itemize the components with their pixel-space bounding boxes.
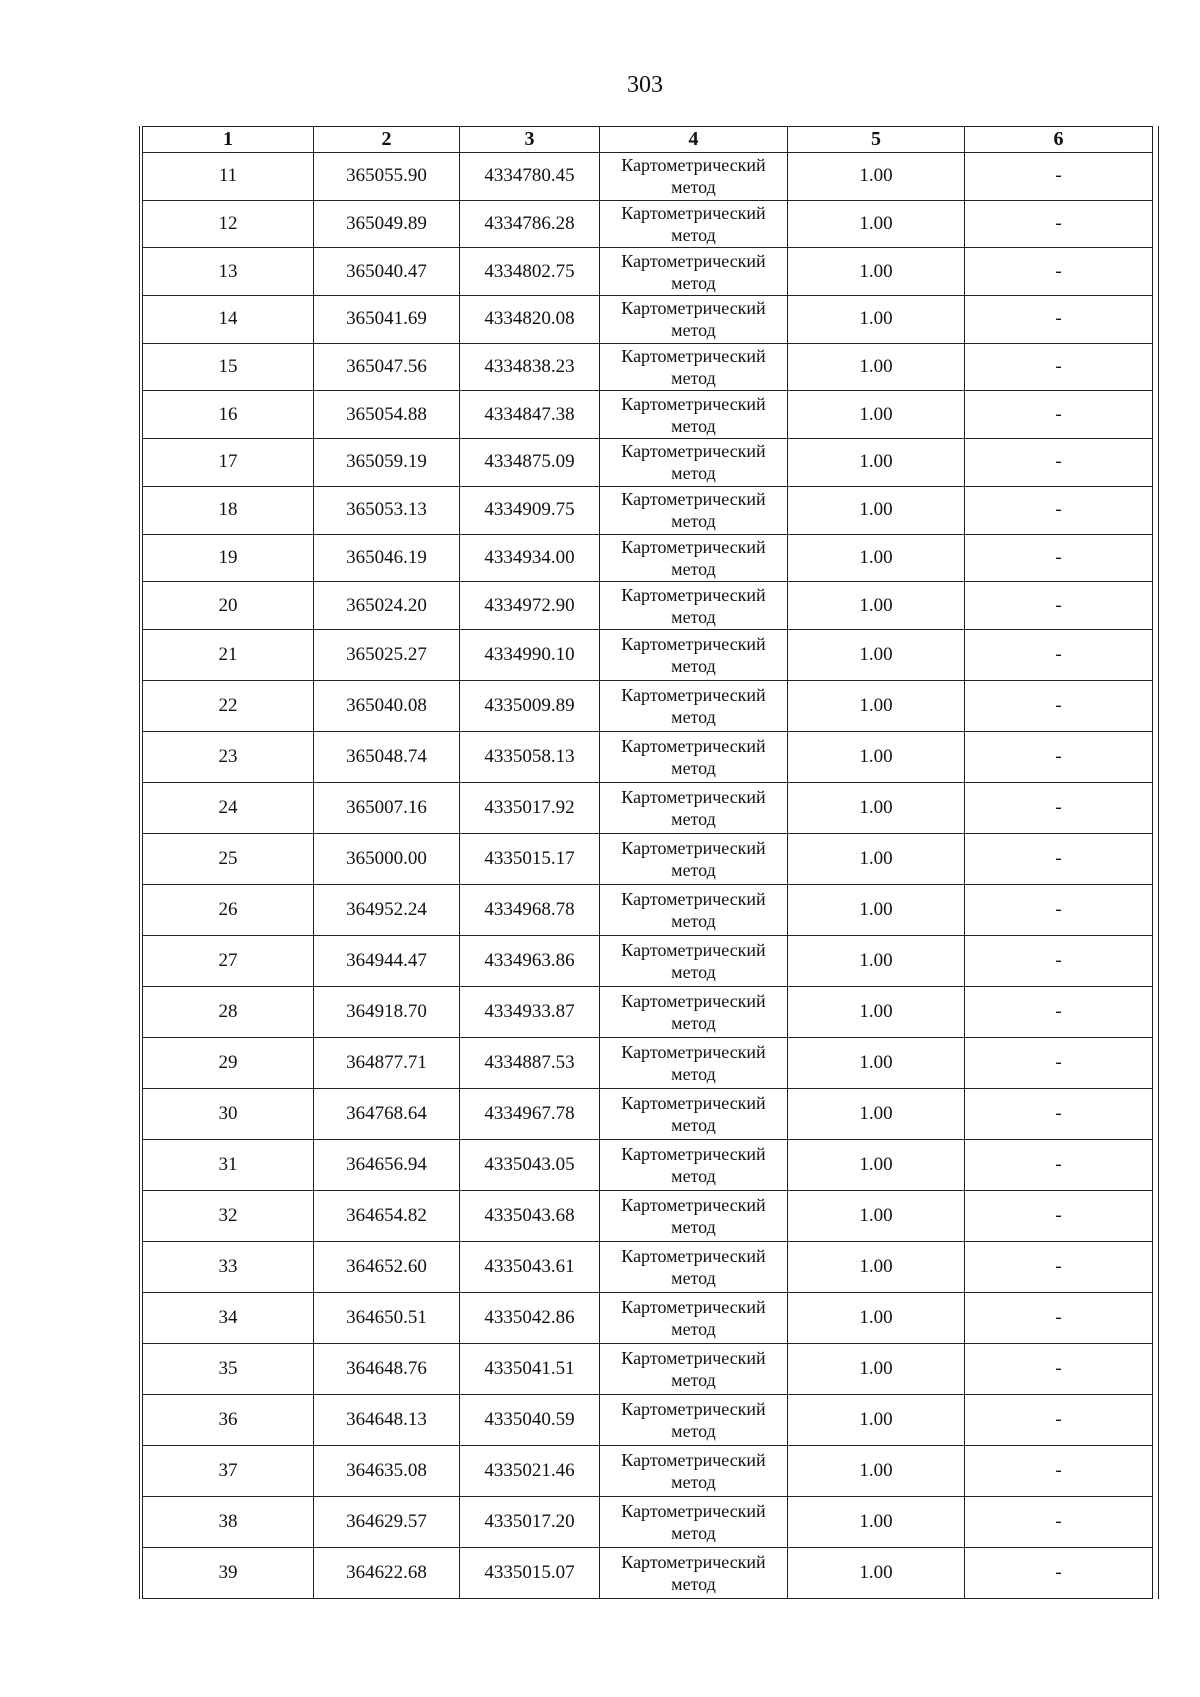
cell-y-coordinate: 4334967.78	[460, 1088, 600, 1139]
table-row	[143, 629, 1153, 680]
table-row	[143, 935, 1153, 986]
cell-point-number: 32	[143, 1190, 314, 1241]
cell-note: -	[965, 1139, 1153, 1190]
table-row	[143, 296, 1153, 344]
cell-y-coordinate: 4334847.38	[460, 391, 600, 439]
cell-point-number: 36	[143, 1394, 314, 1445]
cell-y-coordinate: 4335009.89	[460, 680, 600, 731]
cell-y-coordinate: 4334963.86	[460, 935, 600, 986]
cell-method: Картометрический метод	[600, 439, 788, 487]
cell-method: Картометрический метод	[600, 1088, 788, 1139]
cell-accuracy: 1.00	[788, 534, 965, 582]
cell-accuracy: 1.00	[788, 680, 965, 731]
cell-y-coordinate: 4334875.09	[460, 439, 600, 487]
cell-accuracy: 1.00	[788, 731, 965, 782]
cell-accuracy: 1.00	[788, 248, 965, 296]
cell-point-number: 28	[143, 986, 314, 1037]
header-row	[143, 127, 1153, 153]
cell-x-coordinate: 364635.08	[314, 1445, 460, 1496]
cell-point-number: 15	[143, 343, 314, 391]
cell-note: -	[965, 935, 1153, 986]
cell-method: Картометрический метод	[600, 534, 788, 582]
cell-x-coordinate: 364648.13	[314, 1394, 460, 1445]
cell-x-coordinate: 364952.24	[314, 884, 460, 935]
cell-method: Картометрический метод	[600, 391, 788, 439]
cell-accuracy: 1.00	[788, 1445, 965, 1496]
cell-point-number: 26	[143, 884, 314, 935]
cell-point-number: 27	[143, 935, 314, 986]
cell-note: -	[965, 582, 1153, 630]
cell-x-coordinate: 364656.94	[314, 1139, 460, 1190]
table-row	[143, 833, 1153, 884]
header-col-4: 4	[600, 127, 788, 153]
cell-y-coordinate: 4335021.46	[460, 1445, 600, 1496]
table-row	[143, 439, 1153, 487]
cell-accuracy: 1.00	[788, 629, 965, 680]
cell-note: -	[965, 1445, 1153, 1496]
cell-accuracy: 1.00	[788, 1241, 965, 1292]
cell-note: -	[965, 343, 1153, 391]
cell-accuracy: 1.00	[788, 582, 965, 630]
cell-x-coordinate: 365040.47	[314, 248, 460, 296]
cell-point-number: 31	[143, 1139, 314, 1190]
cell-accuracy: 1.00	[788, 884, 965, 935]
cell-method: Картометрический метод	[600, 1241, 788, 1292]
cell-accuracy: 1.00	[788, 1037, 965, 1088]
cell-method: Картометрический метод	[600, 200, 788, 248]
cell-accuracy: 1.00	[788, 1547, 965, 1598]
table-row	[143, 200, 1153, 248]
table-row	[143, 782, 1153, 833]
table-row	[143, 534, 1153, 582]
table-body	[143, 153, 1153, 1599]
cell-method: Картометрический метод	[600, 296, 788, 344]
cell-method: Картометрический метод	[600, 1445, 788, 1496]
cell-method: Картометрический метод	[600, 1496, 788, 1547]
cell-note: -	[965, 1343, 1153, 1394]
cell-note: -	[965, 1496, 1153, 1547]
cell-method: Картометрический метод	[600, 1394, 788, 1445]
header-col-5: 5	[788, 127, 965, 153]
cell-note: -	[965, 833, 1153, 884]
cell-x-coordinate: 364629.57	[314, 1496, 460, 1547]
cell-x-coordinate: 364654.82	[314, 1190, 460, 1241]
header-col-2: 2	[314, 127, 460, 153]
cell-y-coordinate: 4335041.51	[460, 1343, 600, 1394]
cell-y-coordinate: 4335017.20	[460, 1496, 600, 1547]
cell-x-coordinate: 365041.69	[314, 296, 460, 344]
cell-note: -	[965, 1547, 1153, 1598]
cell-accuracy: 1.00	[788, 391, 965, 439]
cell-point-number: 13	[143, 248, 314, 296]
cell-y-coordinate: 4335043.61	[460, 1241, 600, 1292]
cell-note: -	[965, 1241, 1153, 1292]
table-row	[143, 884, 1153, 935]
table-row	[143, 1547, 1153, 1598]
cell-y-coordinate: 4334990.10	[460, 629, 600, 680]
page-number: 303	[627, 72, 663, 98]
cell-y-coordinate: 4334838.23	[460, 343, 600, 391]
cell-method: Картометрический метод	[600, 343, 788, 391]
table-row	[143, 986, 1153, 1037]
cell-note: -	[965, 296, 1153, 344]
cell-y-coordinate: 4334972.90	[460, 582, 600, 630]
cell-method: Картометрический метод	[600, 935, 788, 986]
cell-y-coordinate: 4335042.86	[460, 1292, 600, 1343]
cell-point-number: 20	[143, 582, 314, 630]
cell-accuracy: 1.00	[788, 935, 965, 986]
cell-point-number: 35	[143, 1343, 314, 1394]
cell-y-coordinate: 4334934.00	[460, 534, 600, 582]
cell-method: Картометрический метод	[600, 1547, 788, 1598]
cell-note: -	[965, 1190, 1153, 1241]
cell-accuracy: 1.00	[788, 986, 965, 1037]
cell-x-coordinate: 365055.90	[314, 153, 460, 201]
cell-point-number: 39	[143, 1547, 314, 1598]
cell-point-number: 14	[143, 296, 314, 344]
table-row	[143, 248, 1153, 296]
cell-x-coordinate: 365047.56	[314, 343, 460, 391]
cell-point-number: 25	[143, 833, 314, 884]
cell-method: Картометрический метод	[600, 884, 788, 935]
cell-y-coordinate: 4335015.07	[460, 1547, 600, 1598]
cell-y-coordinate: 4334887.53	[460, 1037, 600, 1088]
table-row	[143, 1037, 1153, 1088]
cell-x-coordinate: 365046.19	[314, 534, 460, 582]
cell-x-coordinate: 365054.88	[314, 391, 460, 439]
cell-method: Картометрический метод	[600, 1190, 788, 1241]
table-row	[143, 391, 1153, 439]
cell-point-number: 21	[143, 629, 314, 680]
cell-y-coordinate: 4335040.59	[460, 1394, 600, 1445]
cell-note: -	[965, 1088, 1153, 1139]
table-row	[143, 1190, 1153, 1241]
cell-x-coordinate: 365007.16	[314, 782, 460, 833]
cell-note: -	[965, 782, 1153, 833]
cell-accuracy: 1.00	[788, 1088, 965, 1139]
cell-y-coordinate: 4334933.87	[460, 986, 600, 1037]
cell-note: -	[965, 486, 1153, 534]
coordinates-table-frame	[139, 126, 1159, 1599]
table-row	[143, 582, 1153, 630]
table-row	[143, 1394, 1153, 1445]
cell-x-coordinate: 364622.68	[314, 1547, 460, 1598]
cell-point-number: 37	[143, 1445, 314, 1496]
table-row	[143, 731, 1153, 782]
cell-method: Картометрический метод	[600, 731, 788, 782]
cell-point-number: 12	[143, 200, 314, 248]
cell-accuracy: 1.00	[788, 343, 965, 391]
cell-point-number: 38	[143, 1496, 314, 1547]
cell-y-coordinate: 4334909.75	[460, 486, 600, 534]
cell-accuracy: 1.00	[788, 296, 965, 344]
cell-accuracy: 1.00	[788, 153, 965, 201]
table-row	[143, 1292, 1153, 1343]
cell-method: Картометрический метод	[600, 782, 788, 833]
cell-x-coordinate: 365040.08	[314, 680, 460, 731]
cell-x-coordinate: 365059.19	[314, 439, 460, 487]
cell-method: Картометрический метод	[600, 1292, 788, 1343]
cell-x-coordinate: 365025.27	[314, 629, 460, 680]
cell-point-number: 17	[143, 439, 314, 487]
cell-accuracy: 1.00	[788, 833, 965, 884]
cell-point-number: 18	[143, 486, 314, 534]
header-col-3: 3	[460, 127, 600, 153]
cell-accuracy: 1.00	[788, 1394, 965, 1445]
cell-x-coordinate: 364918.70	[314, 986, 460, 1037]
table-row	[143, 1445, 1153, 1496]
cell-y-coordinate: 4334780.45	[460, 153, 600, 201]
table-header	[143, 127, 1153, 153]
cell-accuracy: 1.00	[788, 1496, 965, 1547]
cell-accuracy: 1.00	[788, 200, 965, 248]
cell-accuracy: 1.00	[788, 782, 965, 833]
cell-y-coordinate: 4335043.68	[460, 1190, 600, 1241]
cell-note: -	[965, 153, 1153, 201]
cell-note: -	[965, 986, 1153, 1037]
cell-note: -	[965, 680, 1153, 731]
cell-y-coordinate: 4335058.13	[460, 731, 600, 782]
cell-method: Картометрический метод	[600, 1037, 788, 1088]
cell-method: Картометрический метод	[600, 1343, 788, 1394]
cell-method: Картометрический метод	[600, 1139, 788, 1190]
cell-method: Картометрический метод	[600, 153, 788, 201]
cell-note: -	[965, 1394, 1153, 1445]
cell-note: -	[965, 884, 1153, 935]
cell-note: -	[965, 731, 1153, 782]
coordinates-table	[142, 126, 1153, 1599]
cell-point-number: 30	[143, 1088, 314, 1139]
cell-x-coordinate: 365048.74	[314, 731, 460, 782]
cell-note: -	[965, 629, 1153, 680]
table-row	[143, 1343, 1153, 1394]
cell-x-coordinate: 365053.13	[314, 486, 460, 534]
cell-x-coordinate: 365049.89	[314, 200, 460, 248]
table-row	[143, 1088, 1153, 1139]
cell-point-number: 29	[143, 1037, 314, 1088]
cell-accuracy: 1.00	[788, 1190, 965, 1241]
cell-note: -	[965, 391, 1153, 439]
cell-point-number: 24	[143, 782, 314, 833]
cell-y-coordinate: 4335017.92	[460, 782, 600, 833]
cell-method: Картометрический метод	[600, 629, 788, 680]
table-row	[143, 1496, 1153, 1547]
cell-y-coordinate: 4334802.75	[460, 248, 600, 296]
header-col-1: 1	[143, 127, 314, 153]
cell-note: -	[965, 534, 1153, 582]
cell-point-number: 33	[143, 1241, 314, 1292]
cell-method: Картометрический метод	[600, 248, 788, 296]
cell-accuracy: 1.00	[788, 1343, 965, 1394]
cell-note: -	[965, 439, 1153, 487]
cell-accuracy: 1.00	[788, 1292, 965, 1343]
cell-point-number: 22	[143, 680, 314, 731]
cell-method: Картометрический метод	[600, 680, 788, 731]
cell-y-coordinate: 4334820.08	[460, 296, 600, 344]
cell-note: -	[965, 200, 1153, 248]
table-row	[143, 1241, 1153, 1292]
table-row	[143, 486, 1153, 534]
table-row	[143, 1139, 1153, 1190]
cell-accuracy: 1.00	[788, 439, 965, 487]
cell-method: Картометрический метод	[600, 833, 788, 884]
cell-x-coordinate: 364650.51	[314, 1292, 460, 1343]
cell-point-number: 34	[143, 1292, 314, 1343]
cell-y-coordinate: 4334786.28	[460, 200, 600, 248]
cell-x-coordinate: 364652.60	[314, 1241, 460, 1292]
cell-x-coordinate: 365024.20	[314, 582, 460, 630]
table-row	[143, 153, 1153, 201]
cell-method: Картометрический метод	[600, 582, 788, 630]
cell-method: Картометрический метод	[600, 486, 788, 534]
cell-point-number: 16	[143, 391, 314, 439]
cell-accuracy: 1.00	[788, 486, 965, 534]
cell-method: Картометрический метод	[600, 986, 788, 1037]
cell-y-coordinate: 4335043.05	[460, 1139, 600, 1190]
cell-note: -	[965, 248, 1153, 296]
table-row	[143, 680, 1153, 731]
cell-x-coordinate: 364768.64	[314, 1088, 460, 1139]
cell-x-coordinate: 364944.47	[314, 935, 460, 986]
cell-point-number: 23	[143, 731, 314, 782]
header-col-6: 6	[965, 127, 1153, 153]
cell-note: -	[965, 1292, 1153, 1343]
cell-y-coordinate: 4335015.17	[460, 833, 600, 884]
cell-x-coordinate: 364877.71	[314, 1037, 460, 1088]
cell-point-number: 19	[143, 534, 314, 582]
cell-point-number: 11	[143, 153, 314, 201]
cell-x-coordinate: 364648.76	[314, 1343, 460, 1394]
cell-note: -	[965, 1037, 1153, 1088]
cell-accuracy: 1.00	[788, 1139, 965, 1190]
cell-y-coordinate: 4334968.78	[460, 884, 600, 935]
table-row	[143, 343, 1153, 391]
cell-x-coordinate: 365000.00	[314, 833, 460, 884]
